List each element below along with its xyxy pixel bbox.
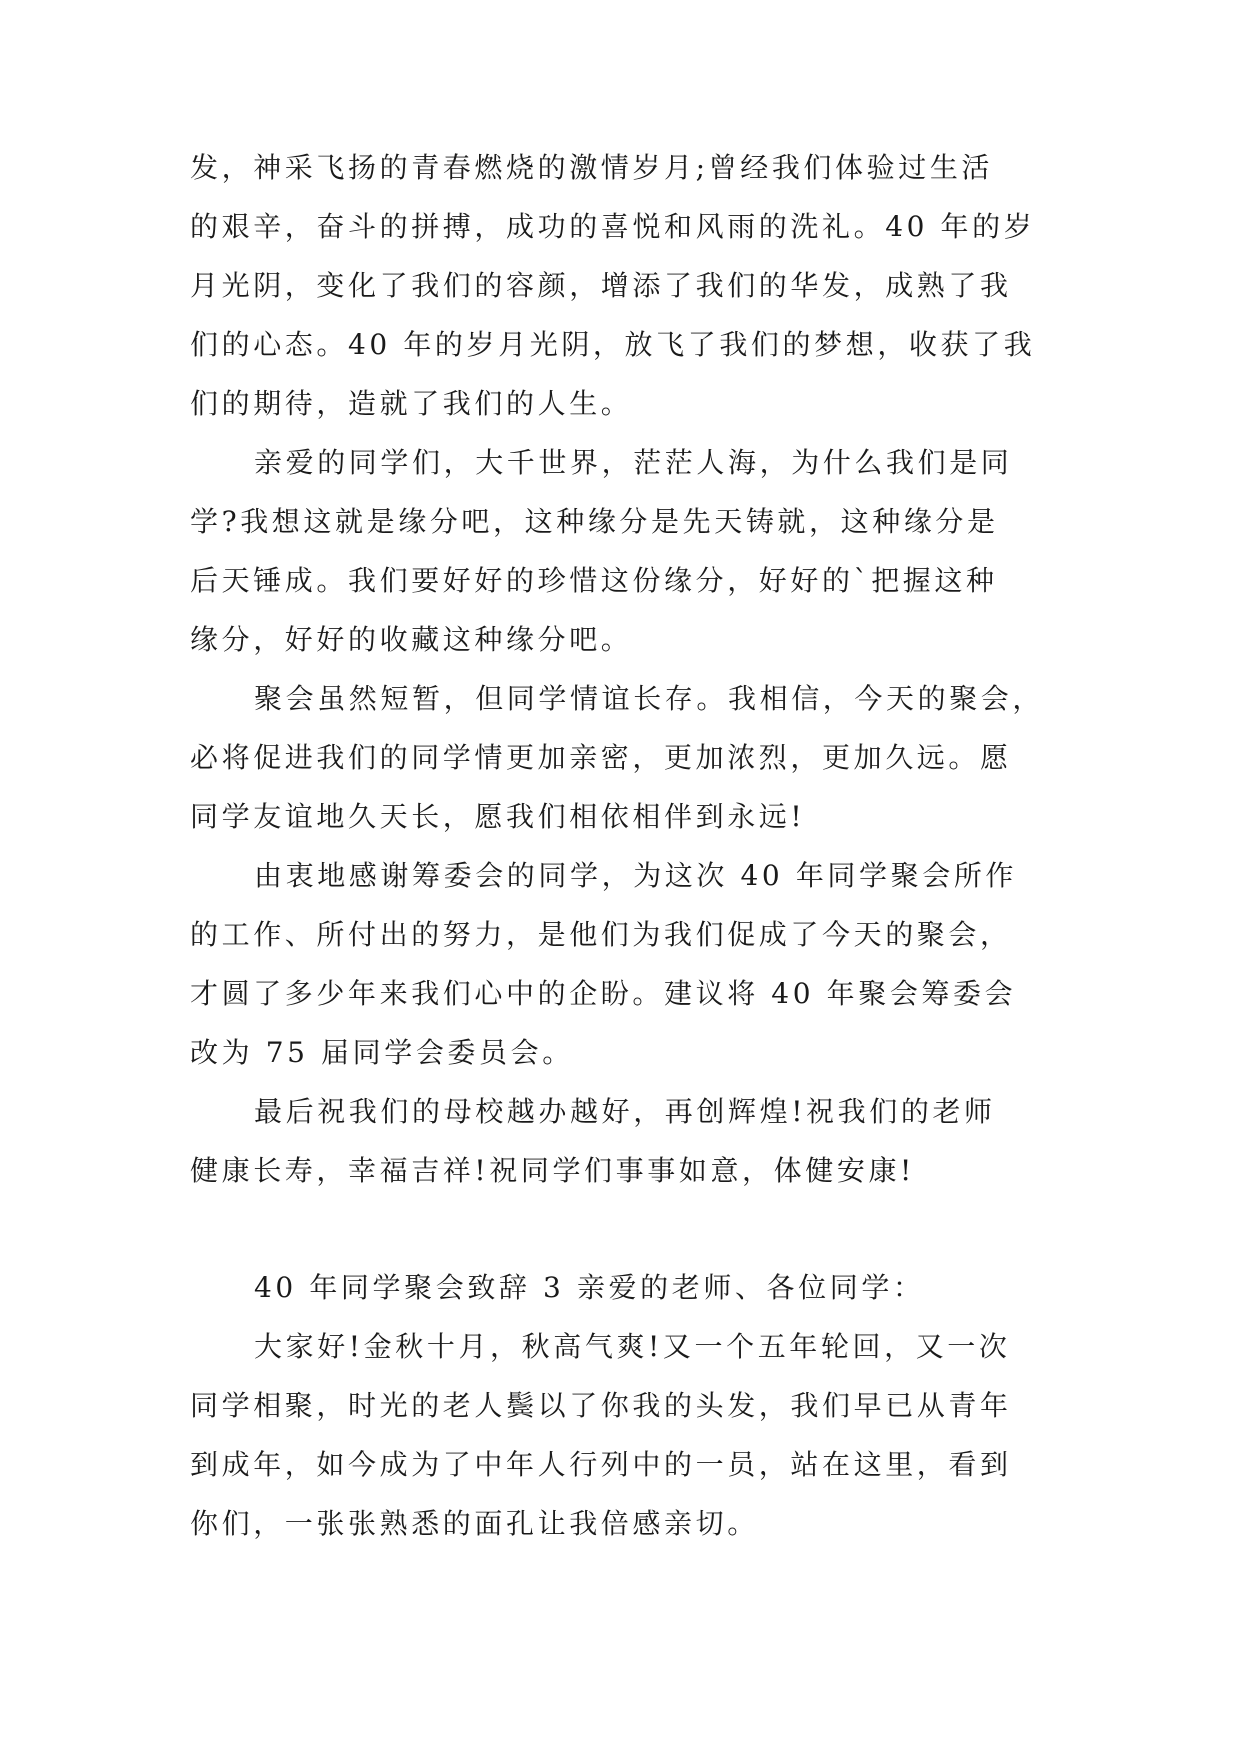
text-line: 的艰辛，奋斗的拼搏，成功的喜悦和风雨的洗礼。40 年的岁 [190,210,1036,243]
text-line: 亲爱的同学们，大千世界，茫茫人海，为什么我们是同 [254,446,1013,479]
paragraph-wishes [190,1082,1050,1200]
paragraph-fate [190,433,1050,669]
section-heading [190,1258,1050,1317]
text-line: 大家好!金秋十月，秋高气爽!又一个五年轮回，又一次 [254,1330,1011,1363]
text-line: 改为 75 届同学会委员会。 [190,1036,574,1069]
text-line: 由衷地感谢筹委会的同学，为这次 40 年同学聚会所作 [254,859,1018,892]
section-heading-text: 40 年同学聚会致辞 3 亲爱的老师、各位同学： [254,1271,925,1304]
text-line: 后天锤成。我们要好好的珍惜这份缘分，好好的`把握这种 [190,564,998,597]
text-line: 才圆了多少年来我们心中的企盼。建议将 40 年聚会筹委会 [190,977,1017,1010]
text-line: 的工作、所付出的努力，是他们为我们促成了今天的聚会， [190,918,1012,951]
paragraph-friendship [190,669,1050,846]
text-line: 们的心态。40 年的岁月光阴，放飞了我们的梦想，收获了我 [190,328,1036,361]
text-line: 必将促进我们的同学情更加亲密，更加浓烈，更加久远。愿 [190,741,1012,774]
text-line: 们的期待，造就了我们的人生。 [190,387,633,420]
text-line: 到成年，如今成为了中年人行列中的一员，站在这里，看到 [190,1448,1012,1481]
text-line: 同学友谊地久天长，愿我们相依相伴到永远! [190,800,806,833]
text-line: 健康长寿，幸福吉祥!祝同学们事事如意，体健安康! [190,1154,915,1187]
text-line: 同学相聚，时光的老人鬓以了你我的头发，我们早已从青年 [190,1389,1012,1422]
text-line: 你们，一张张熟悉的面孔让我倍感亲切。 [190,1507,759,1540]
text-line: 聚会虽然短暂，但同学情谊长存。我相信，今天的聚会， [254,682,1045,715]
paragraph-continuation [190,138,1050,433]
text-line: 学?我想这就是缘分吧，这种缘分是先天铸就，这种缘分是 [190,505,999,538]
text-line: 月光阴，变化了我们的容颜，增添了我们的华发，成熟了我 [190,269,1012,302]
paragraph-greeting [190,1317,1050,1553]
text-line: 最后祝我们的母校越办越好，再创辉煌!祝我们的老师 [254,1095,996,1128]
text-line: 发，神采飞扬的青春燃烧的激情岁月;曾经我们体验过生活 [190,151,994,184]
paragraph-thanks [190,846,1050,1082]
text-line: 缘分，好好的收藏这种缘分吧。 [190,623,633,656]
